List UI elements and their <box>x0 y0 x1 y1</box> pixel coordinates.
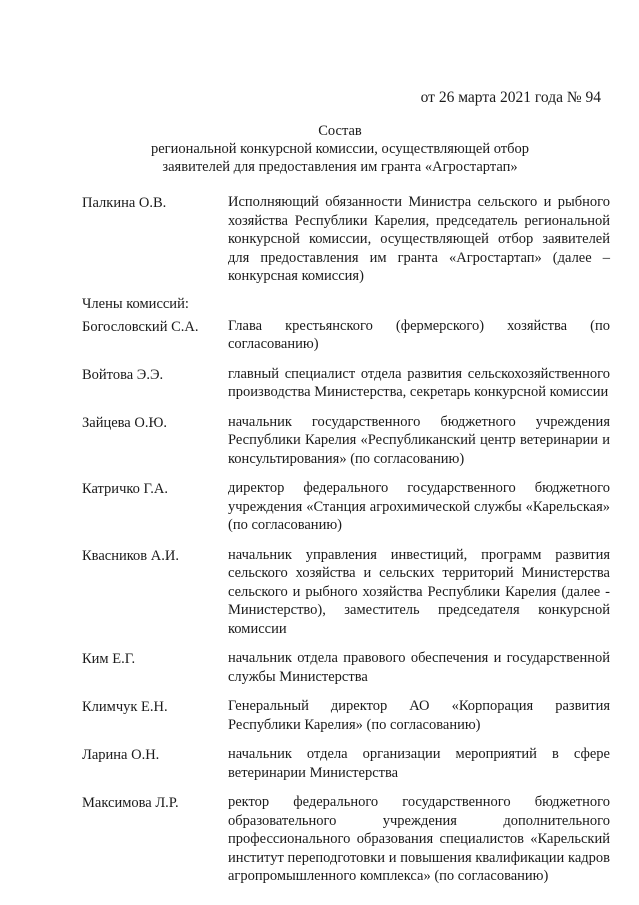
members-label: Члены комиссий: <box>82 295 189 312</box>
member-name: Зайцева О.Ю. <box>82 414 167 431</box>
member-role: Генеральный директор АО «Корпорация развития Республики Карелия» (по согласованию) <box>228 698 610 733</box>
member-role: начальник отдела организации мероприятий в сфере ветеринарии Министерства <box>228 746 610 781</box>
member-name: Квасников А.И. <box>82 547 179 564</box>
member-row <box>82 413 610 469</box>
member-name: Палкина О.В. <box>82 195 167 211</box>
member-row <box>82 365 610 402</box>
member-row <box>82 546 610 639</box>
member-role: Исполняющий обязанности Министра сельского и рыбного хозяйства Республики Карелия, председатель региональной конкурсной комиссии, осуществляющей отбор заявителей для предоставления им гранта «Агростартап» (далее – конкурсная комиссия) <box>228 194 610 284</box>
member-role: ректор федерального государственного бюджетного образовательного учреждения дополнительного профессионального образования специалистов «Карельский институт переподготовки и повышения квалификации кадров агропромышленного комплекса» (по согласованию) <box>228 794 610 884</box>
member-name: Войтова Э.Э. <box>82 366 164 383</box>
member-role: начальник государственного бюджетного учреждения Республики Карелия «Республиканский центр ветеринарии и консультирования» (по согласованию) <box>228 413 610 467</box>
member-role: Глава крестьянского (фермерского) хозяйства (по согласованию) <box>228 317 610 352</box>
title-line: региональной конкурсной комиссии, осуществляющей отбор <box>150 141 530 157</box>
member-name: Катричко Г.А. <box>82 481 169 497</box>
commission-list <box>82 193 610 897</box>
member-role: начальник управления инвестиций, программ развития сельского хозяйства и сельских территорий Министерства сельского и рыбного хозяйства Республики Карелия (далее - Министерство), заместитель председателя конкурсной комиссии <box>228 546 610 637</box>
member-row <box>82 697 610 734</box>
member-name: Богословский С.А. <box>82 318 199 335</box>
member-row <box>82 649 610 686</box>
member-row <box>82 745 610 782</box>
member-name: Ларина О.Н. <box>82 747 160 763</box>
document-title <box>100 122 580 176</box>
chairman-row <box>82 193 610 286</box>
member-row <box>82 317 610 354</box>
member-role: директор федерального государственного бюджетного учреждения «Станция агрохимической службы «Карельская» (по согласованию) <box>228 480 610 533</box>
document-reference: от 26 марта 2021 года № 94 <box>420 89 601 106</box>
member-row <box>82 479 610 535</box>
member-name: Климчук Е.Н. <box>82 699 168 715</box>
title-line: заявителей для предоставления им гранта «Агростартап» <box>162 159 518 175</box>
member-name: Ким Е.Г. <box>82 651 136 667</box>
title-line: Состав <box>318 123 362 139</box>
member-role: начальник отдела правового обеспечения и государственной службы Министерства <box>228 650 610 685</box>
member-row <box>82 793 610 886</box>
member-name: Максимова Л.Р. <box>82 795 179 811</box>
member-role: главный специалист отдела развития сельскохозяйственного производства Министерства, секретарь конкурсной комиссии <box>228 365 610 400</box>
